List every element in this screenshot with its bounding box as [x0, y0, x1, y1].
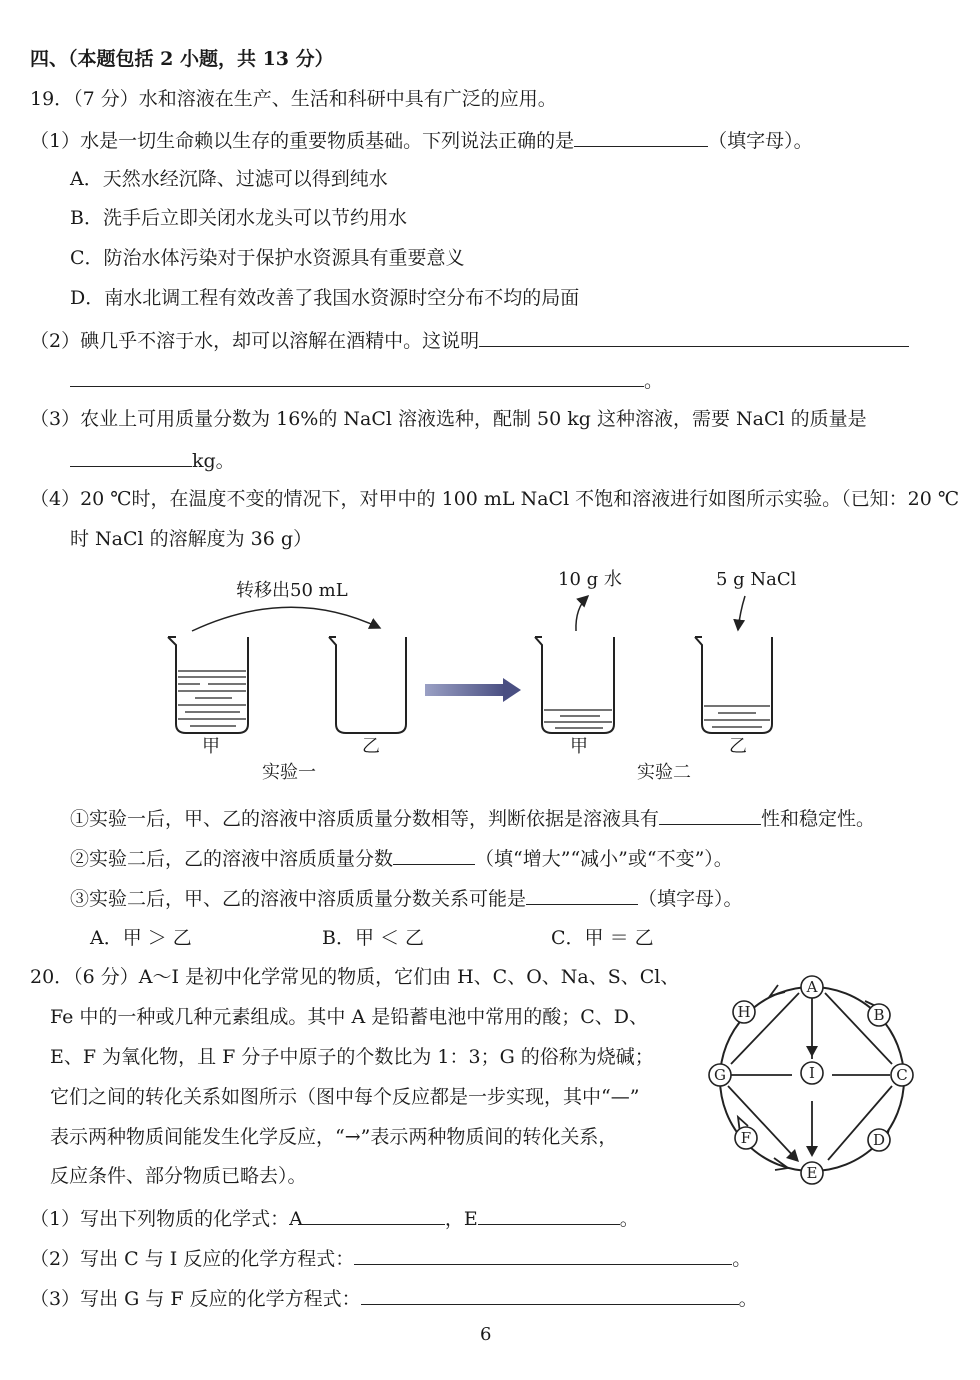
q20-p1-mid: ，E — [444, 1208, 478, 1230]
q19-option-c: C．防治水体污染对于保护水资源具有重要意义 — [70, 247, 465, 269]
q19-sub2 — [70, 844, 733, 872]
beaker-jia-1 — [168, 637, 248, 733]
q19-p1-text: （1）水是一切生命赖以生存的重要物质基础。下列说法正确的是 — [30, 130, 575, 152]
beaker-jia-2 — [535, 637, 614, 733]
q19-sub1-text: ①实验一后，甲、乙的溶液中溶质质量分数相等，判断依据是溶液具有 — [70, 808, 660, 830]
nacl-label: 5 g NaCl — [716, 569, 797, 590]
transfer-label: 转移出50 mL — [236, 580, 348, 601]
q19-sub3-post: （填字母）。 — [638, 888, 743, 910]
q20-p1-text: （1）写出下列物质的化学式：A — [30, 1208, 303, 1230]
beaker-yi-2 — [695, 637, 772, 733]
transfer-arrow — [192, 607, 380, 631]
beaker-yi-1-label: 乙 — [362, 736, 380, 757]
q19-p3: （3）农业上可用质量分数为 16%的 NaCl 溶液选种，配制 50 kg 这种溶液，需要 NaCl 的质量是 — [30, 408, 867, 430]
q20-line-1: 20．（6 分）A～I 是初中化学常见的物质，它们由 H、C、O、Na、S、Cl、 — [30, 966, 680, 988]
answer-blank-e[interactable] — [478, 1204, 620, 1225]
q19-stem: 19．（7 分）水和溶液在生产、生活和科研中具有广泛的应用。 — [30, 88, 557, 110]
answer-blank-a[interactable] — [303, 1204, 445, 1225]
node-i: I — [809, 1064, 815, 1082]
node-f: F — [740, 1129, 752, 1147]
section-title: 四、（本题包括 2 小题，共 13 分） — [30, 48, 334, 70]
q19-choice-a: A．甲 ＞ 乙 — [90, 927, 192, 949]
q20-line-5: 表示两种物质间能发生化学反应，“→”表示两种物质间的转化关系， — [50, 1126, 618, 1148]
node-e: E — [806, 1164, 818, 1182]
q20-line-4: 它们之间的转化关系如图所示（图中每个反应都是一步实现，其中“—” — [50, 1086, 640, 1108]
q20-p3-post: 。 — [738, 1288, 758, 1310]
q19-choice-b: B．甲 ＜ 乙 — [322, 927, 425, 949]
page-number: 6 — [480, 1324, 492, 1345]
q20-line-3: E、F 为氧化物，且 F 分子中原子的个数比为 1：3；G 的俗称为烧碱； — [50, 1046, 654, 1068]
answer-blank[interactable] — [354, 1244, 732, 1265]
beaker-yi-1 — [329, 637, 406, 733]
node-d: D — [872, 1131, 886, 1149]
q19-p4-line2: 时 NaCl 的溶解度为 36 g） — [70, 528, 313, 550]
q19-sub1 — [70, 804, 875, 832]
answer-blank[interactable] — [393, 844, 475, 865]
exp2-caption: 实验二 — [637, 762, 691, 783]
q19-choice-c: C．甲 ＝ 乙 — [551, 927, 654, 949]
q20-p1 — [30, 1204, 639, 1232]
q19-p1-post: （填字母）。 — [708, 130, 813, 152]
node-b: B — [873, 1006, 885, 1024]
answer-blank[interactable] — [361, 1284, 739, 1305]
beaker-jia-1-label: 甲 — [202, 736, 220, 757]
q19-option-d: D．南水北调工程有效改善了我国水资源时空分布不均的局面 — [70, 287, 580, 309]
q20-line-2: Fe 中的一种或几种元素组成。其中 A 是铅蓄电池中常用的酸；C、D、 — [50, 1006, 649, 1028]
beaker-jia-2-label: 甲 — [570, 736, 588, 757]
q20-p2-post: 。 — [732, 1248, 752, 1270]
q20-line-6: 反应条件、部分物质已略去）。 — [50, 1165, 307, 1187]
node-h: H — [737, 1003, 751, 1021]
q20-p2-text: （2）写出 C 与 I 反应的化学方程式： — [30, 1248, 355, 1270]
water-out-arrow — [576, 596, 588, 631]
nacl-in-arrow — [738, 596, 745, 630]
q19-sub2-text: ②实验二后，乙的溶液中溶质质量分数 — [70, 848, 394, 870]
q19-sub2-post: （填“增大”“减小”或“不变”）。 — [475, 848, 733, 870]
q19-p2-text: （2）碘几乎不溶于水，却可以溶解在酒精中。这说明 — [30, 330, 480, 352]
q19-sub3 — [70, 884, 743, 912]
node-c: C — [896, 1066, 908, 1084]
q19-p4: （4）20 ℃时，在温度不变的情况下，对甲中的 100 mL NaCl 不饱和溶液进行如图所示实验。（已知：20 ℃ — [30, 488, 960, 510]
beaker-yi-2-label: 乙 — [729, 736, 747, 757]
q19-sub1-post: 性和稳定性。 — [761, 808, 876, 830]
node-a: A — [806, 978, 818, 996]
q20-p2 — [30, 1244, 751, 1272]
process-arrow — [425, 678, 521, 702]
q19-option-b: B．洗手后立即关闭水龙头可以节约用水 — [70, 207, 407, 229]
water-label: 10 g 水 — [558, 569, 622, 590]
q20-p3-text: （3）写出 G 与 F 反应的化学方程式： — [30, 1288, 361, 1310]
answer-blank[interactable] — [526, 884, 638, 905]
exp1-caption: 实验一 — [262, 762, 316, 783]
q19-p2-post: 。 — [644, 370, 664, 392]
answer-blank[interactable] — [659, 804, 761, 825]
q19-option-a: A．天然水经沉降、过滤可以得到纯水 — [70, 168, 388, 190]
q19-p3-post: kg。 — [192, 450, 235, 472]
q20-p3 — [30, 1284, 758, 1312]
node-g: G — [714, 1066, 726, 1084]
q19-sub3-text: ③实验二后，甲、乙的溶液中溶质质量分数关系可能是 — [70, 888, 527, 910]
q20-p1-post: 。 — [619, 1208, 639, 1230]
